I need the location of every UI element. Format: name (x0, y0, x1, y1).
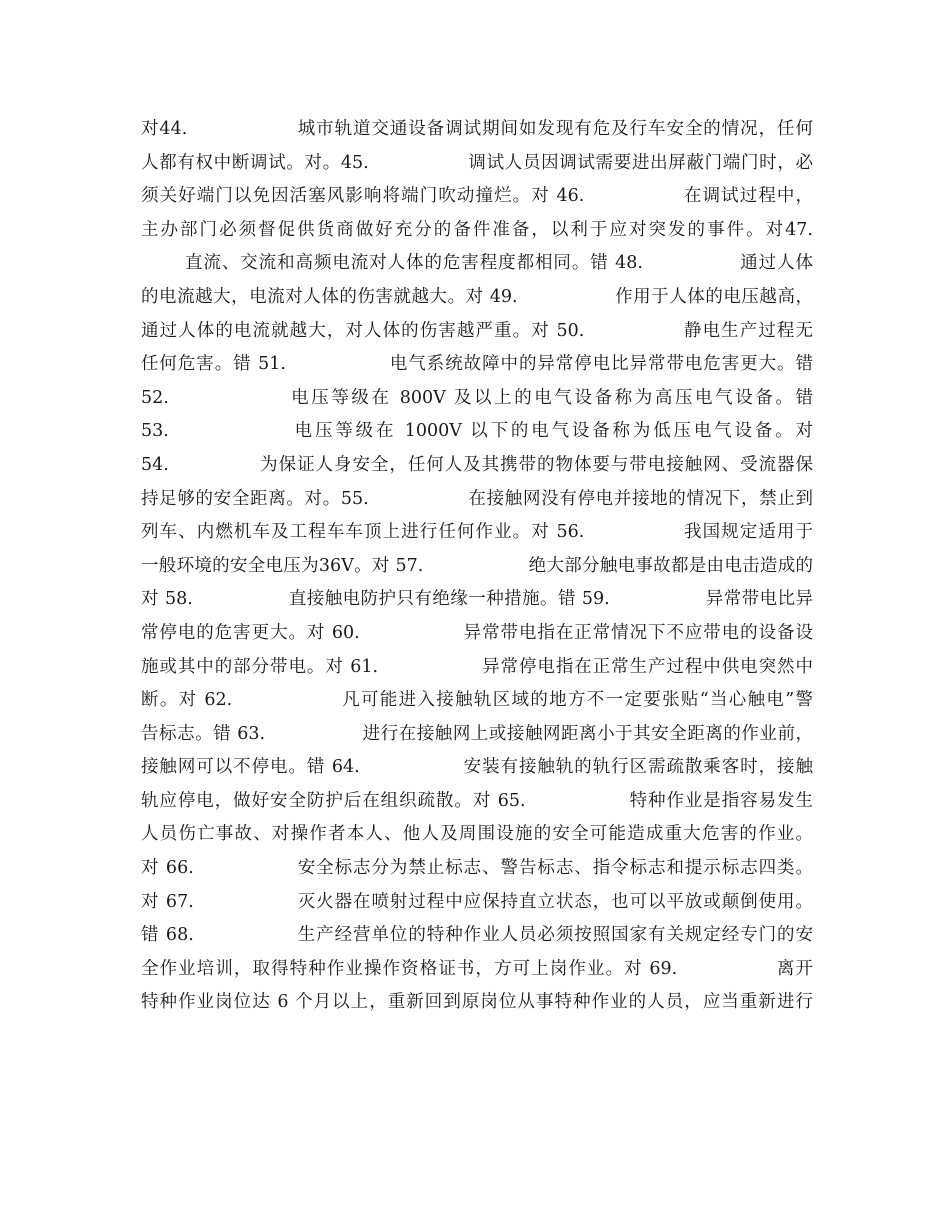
text-line: 告标志。错 63. 进行在接触网上或接触网距离小于其安全距离的作业前， (141, 723, 813, 744)
body-text (141, 113, 813, 1020)
text-line: 对 66. 安全标志分为禁止标志、警告标志、指令标志和提示标志四类。 (141, 858, 813, 879)
text-line: 人都有权中断调试。对。45. 调试人员因调试需要进出屏蔽门端门时，必 (141, 152, 813, 173)
text-line: 错 68. 生产经营单位的特种作业人员必须按照国家有关规定经专门的安 (141, 925, 813, 946)
text-line: 人员伤亡事故、对操作者本人、他人及周围设施的安全可能造成重大危害的作业。 (141, 824, 813, 845)
text-line: 对44. 城市轨道交通设备调试期间如发现有危及行车安全的情况，任何 (141, 119, 813, 139)
text-line: 须关好端门以免因活塞风影响将端门吹动撞烂。对 46. 在调试过程中， (141, 186, 813, 207)
text-line: 53. 电压等级在 1000V 以下的电气设备称为低压电气设备。对 (141, 421, 813, 442)
text-line: 全作业培训，取得特种作业操作资格证书，方可上岗作业。对 69. 离开 (141, 958, 813, 979)
text-line: 施或其中的部分带电。对 61. 异常停电指在正常生产过程中供电突然中 (141, 656, 813, 677)
text-line: 对 67. 灭火器在喷射过程中应保持直立状态，也可以平放或颠倒使用。 (141, 891, 813, 912)
text-line: 54. 为保证人身安全，任何人及其携带的物体要与带电接触网、受流器保 (141, 454, 813, 475)
text-line: 主办部门必须督促供货商做好充分的备件准备，以利于应对突发的事件。对47. (141, 219, 813, 240)
text-line: 任何危害。错 51. 电气系统故障中的异常停电比异常带电危害更大。错 (141, 354, 813, 375)
text-line: 直流、交流和高频电流对人体的危害程度都相同。错 48. 通过人体 (185, 253, 813, 274)
text-line: 的电流越大，电流对人体的伤害就越大。对 49. 作用于人体的电压越高， (141, 286, 813, 307)
text-line: 持足够的安全距离。对。55. 在接触网没有停电并接地的情况下，禁止到 (141, 488, 813, 509)
text-line: 52. 电压等级在 800V 及以上的电气设备称为高压电气设备。错 (141, 387, 813, 408)
text-line: 通过人体的电流就越大，对人体的伤害越严重。对 50. 静电生产过程无 (141, 320, 813, 341)
text-line: 对 58. 直接触电防护只有绝缘一种措施。错 59. 异常带电比异 (141, 589, 813, 610)
text-line: 轨应停电，做好安全防护后在组织疏散。对 65. 特种作业是指容易发生 (141, 790, 813, 811)
text-line: 常停电的危害更大。对 60. 异常带电指在正常情况下不应带电的设备设 (141, 622, 813, 643)
text-line: 列车、内燃机车及工程车车顶上进行任何作业。对 56. 我国规定适用于 (141, 522, 813, 543)
text-line: 特种作业岗位达 6 个月以上，重新回到原岗位从事特种作业的人员，应当重新进行 (141, 992, 813, 1013)
text-line: 断。对 62. 凡可能进入接触轨区域的地方不一定要张贴“当心触电”警 (141, 690, 813, 711)
text-line: 接触网可以不停电。错 64. 安装有接触轨的轨行区需疏散乘客时，接触 (141, 757, 813, 778)
text-line: 一般环境的安全电压为36V。对 57. 绝大部分触电事故都是由电击造成的 (141, 555, 813, 576)
